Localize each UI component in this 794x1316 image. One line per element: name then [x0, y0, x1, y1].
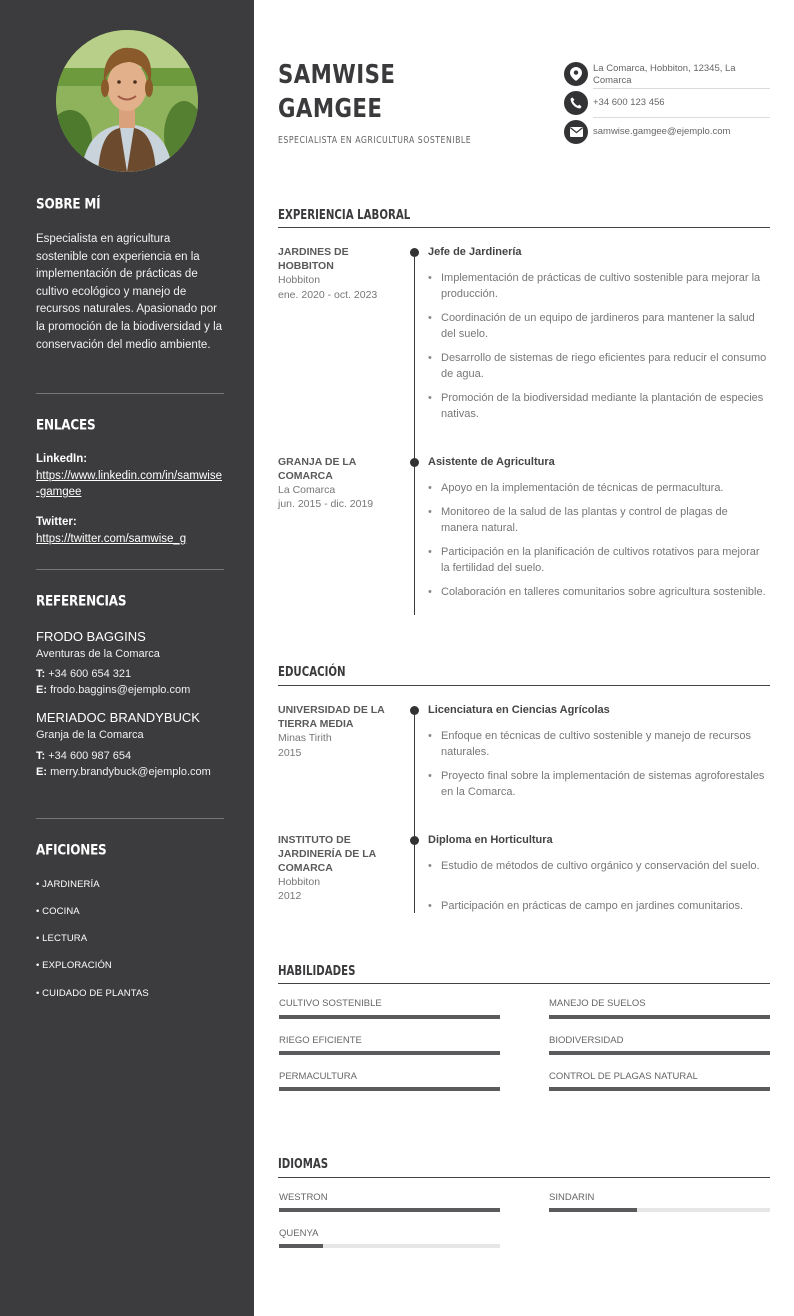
- experience-org: GRANJA DE LA COMARCA: [278, 456, 356, 482]
- education-org: INSTITUTO DE JARDINERÍA DE LA COMARCA: [278, 834, 376, 874]
- education-location: Minas Tirith: [278, 732, 332, 744]
- education-bullet: • Participación en prácticas de campo en jardines comunitarios.: [428, 898, 768, 914]
- linkedin-link[interactable]: https://www.linkedin.com/in/samwise-gamgee: [36, 470, 222, 498]
- education-bullet: • Estudio de métodos de cultivo orgánico y conservación del suelo.: [428, 858, 768, 874]
- language-label: SINDARIN: [549, 1192, 595, 1203]
- skills-heading: HABILIDADES: [278, 963, 356, 979]
- education-degree: Licenciatura en Ciencias Agrícolas: [428, 704, 610, 716]
- skill-bar: [549, 1087, 770, 1091]
- skill-label: RIEGO EFICIENTE: [279, 1035, 362, 1046]
- last-name: GAMGEE: [278, 94, 383, 124]
- hobby-item: • COCINA: [36, 906, 80, 917]
- experience-bullet: • Apoyo en la implementación de técnicas de permacultura.: [428, 480, 768, 496]
- experience-location: La Comarca: [278, 484, 336, 496]
- reference-name: MERIADOC BRANDYBUCK: [36, 710, 200, 725]
- divider: [36, 393, 224, 394]
- skill-bar: [279, 1087, 500, 1091]
- education-location: Hobbiton: [278, 876, 321, 888]
- language-bar: [279, 1244, 500, 1248]
- skill-label: MANEJO DE SUELOS: [549, 998, 646, 1009]
- level-fill: [279, 1087, 500, 1091]
- reference-company: Granja de la Comarca: [36, 729, 144, 741]
- skill-label: PERMACULTURA: [279, 1071, 357, 1082]
- experience-dates: ene. 2020 - oct. 2023: [278, 289, 378, 301]
- experience-heading: EXPERIENCIA LABORAL: [278, 207, 411, 223]
- twitter-link[interactable]: https://twitter.com/samwise_g: [36, 533, 187, 545]
- reference-email: E: merry.brandybuck@ejemplo.com: [36, 766, 211, 778]
- education-org: UNIVERSIDAD DE LA TIERRA MEDIA: [278, 704, 385, 730]
- address-text: La Comarca, Hobbiton, 12345, La Comarca: [593, 63, 736, 86]
- mail-icon: [564, 120, 588, 144]
- level-fill: [549, 1087, 770, 1091]
- hobby-item: • EXPLORACIÓN: [36, 960, 112, 971]
- references-heading: REFERENCIAS: [36, 593, 127, 610]
- section-rule: [278, 227, 770, 228]
- level-fill: [549, 1051, 770, 1055]
- skill-label: CONTROL DE PLAGAS NATURAL: [549, 1071, 698, 1082]
- education-bullet: • Proyecto final sobre la implementación de sistemas agroforestales en la Comarca.: [428, 768, 768, 800]
- language-label: QUENYA: [279, 1228, 319, 1239]
- reference-phone: T: +34 600 987 654: [36, 750, 132, 762]
- education-dates: 2012: [278, 890, 302, 902]
- level-fill: [279, 1244, 323, 1248]
- skill-label: BIODIVERSIDAD: [549, 1035, 624, 1046]
- timeline-dot: [410, 836, 419, 845]
- hobby-item: • LECTURA: [36, 933, 88, 944]
- reference-name: FRODO BAGGINS: [36, 629, 146, 644]
- language-bar: [279, 1208, 500, 1212]
- education-bullet: • Enfoque en técnicas de cultivo sostenible y manejo de recursos naturales.: [428, 728, 768, 760]
- level-fill: [279, 1051, 500, 1055]
- level-fill: [549, 1208, 637, 1212]
- experience-bullet: • Promoción de la biodiversidad mediante la plantación de especies nativas.: [428, 390, 768, 422]
- education-heading: EDUCACIÓN: [278, 664, 346, 680]
- reference-phone: T: +34 600 654 321: [36, 668, 132, 680]
- level-fill: [549, 1015, 770, 1019]
- experience-role: Asistente de Agricultura: [428, 456, 555, 468]
- skill-bar: [549, 1051, 770, 1055]
- about-heading: SOBRE MÍ: [36, 196, 101, 213]
- profile-photo: [56, 30, 198, 172]
- experience-dates: jun. 2015 - dic. 2019: [278, 498, 374, 510]
- experience-timeline: [414, 251, 415, 615]
- experience-bullet: • Colaboración en talleres comunitarios sobre agricultura sostenible.: [428, 584, 768, 600]
- phone-text: +34 600 123 456: [593, 97, 665, 108]
- phone-icon: [564, 91, 588, 115]
- section-rule: [278, 1177, 770, 1178]
- divider: [593, 88, 770, 89]
- links-heading: ENLACES: [36, 417, 96, 434]
- divider: [36, 818, 224, 819]
- experience-bullet: • Participación en la planificación de cultivos rotativos para mejorar la fertilidad del suelo.: [428, 544, 768, 576]
- experience-org: JARDINES DE HOBBITON: [278, 246, 349, 272]
- reference-company: Aventuras de la Comarca: [36, 648, 160, 660]
- section-rule: [278, 685, 770, 686]
- languages-heading: IDIOMAS: [278, 1156, 329, 1172]
- skill-bar: [549, 1015, 770, 1019]
- education-timeline: [414, 709, 415, 913]
- linkedin-label: LinkedIn:: [36, 453, 88, 465]
- hobbies-heading: AFICIONES: [36, 842, 107, 859]
- timeline-dot: [410, 248, 419, 257]
- level-fill: [279, 1015, 500, 1019]
- experience-bullet: • Coordinación de un equipo de jardineros para mantener la salud del suelo.: [428, 310, 768, 342]
- full-name: [278, 58, 395, 126]
- first-name: SAMWISE: [278, 60, 396, 90]
- level-fill: [279, 1208, 500, 1212]
- section-rule: [278, 983, 770, 984]
- experience-bullet: • Monitoreo de la salud de las plantas y control de plagas de manera natural.: [428, 504, 768, 536]
- education-degree: Diploma en Horticultura: [428, 834, 553, 846]
- twitter-label: Twitter:: [36, 516, 77, 528]
- skill-bar: [279, 1051, 500, 1055]
- hobby-item: • JARDINERÍA: [36, 879, 100, 890]
- experience-bullet: • Desarrollo de sistemas de riego eficientes para reducir el consumo de agua.: [428, 350, 768, 382]
- timeline-dot: [410, 706, 419, 715]
- skill-label: CULTIVO SOSTENIBLE: [279, 998, 382, 1009]
- divider: [593, 117, 770, 118]
- job-title: ESPECIALISTA EN AGRICULTURA SOSTENIBLE: [278, 135, 472, 146]
- hobby-item: • CUIDADO DE PLANTAS: [36, 988, 149, 999]
- divider: [36, 569, 224, 570]
- experience-location: Hobbiton: [278, 274, 321, 286]
- experience-bullet: • Implementación de prácticas de cultivo sostenible para mejorar la producción.: [428, 270, 768, 302]
- sidebar: [0, 0, 254, 1316]
- email-text[interactable]: samwise.gamgee@ejemplo.com: [593, 126, 731, 137]
- reference-email: E: frodo.baggins@ejemplo.com: [36, 684, 191, 696]
- experience-role: Jefe de Jardinería: [428, 246, 522, 258]
- timeline-dot: [410, 458, 419, 467]
- skill-bar: [279, 1015, 500, 1019]
- map-pin-icon: [564, 62, 588, 86]
- education-dates: 2015: [278, 747, 302, 759]
- language-label: WESTRON: [279, 1192, 328, 1203]
- about-text: Especialista en agricultura sostenible con experiencia en la implementación de prácticas de cultivo ecológico y manejo de recursos naturales. Apasionado por la promoción de la biodiversidad y la conservación del medio ambiente.: [36, 233, 223, 351]
- language-bar: [549, 1208, 770, 1212]
